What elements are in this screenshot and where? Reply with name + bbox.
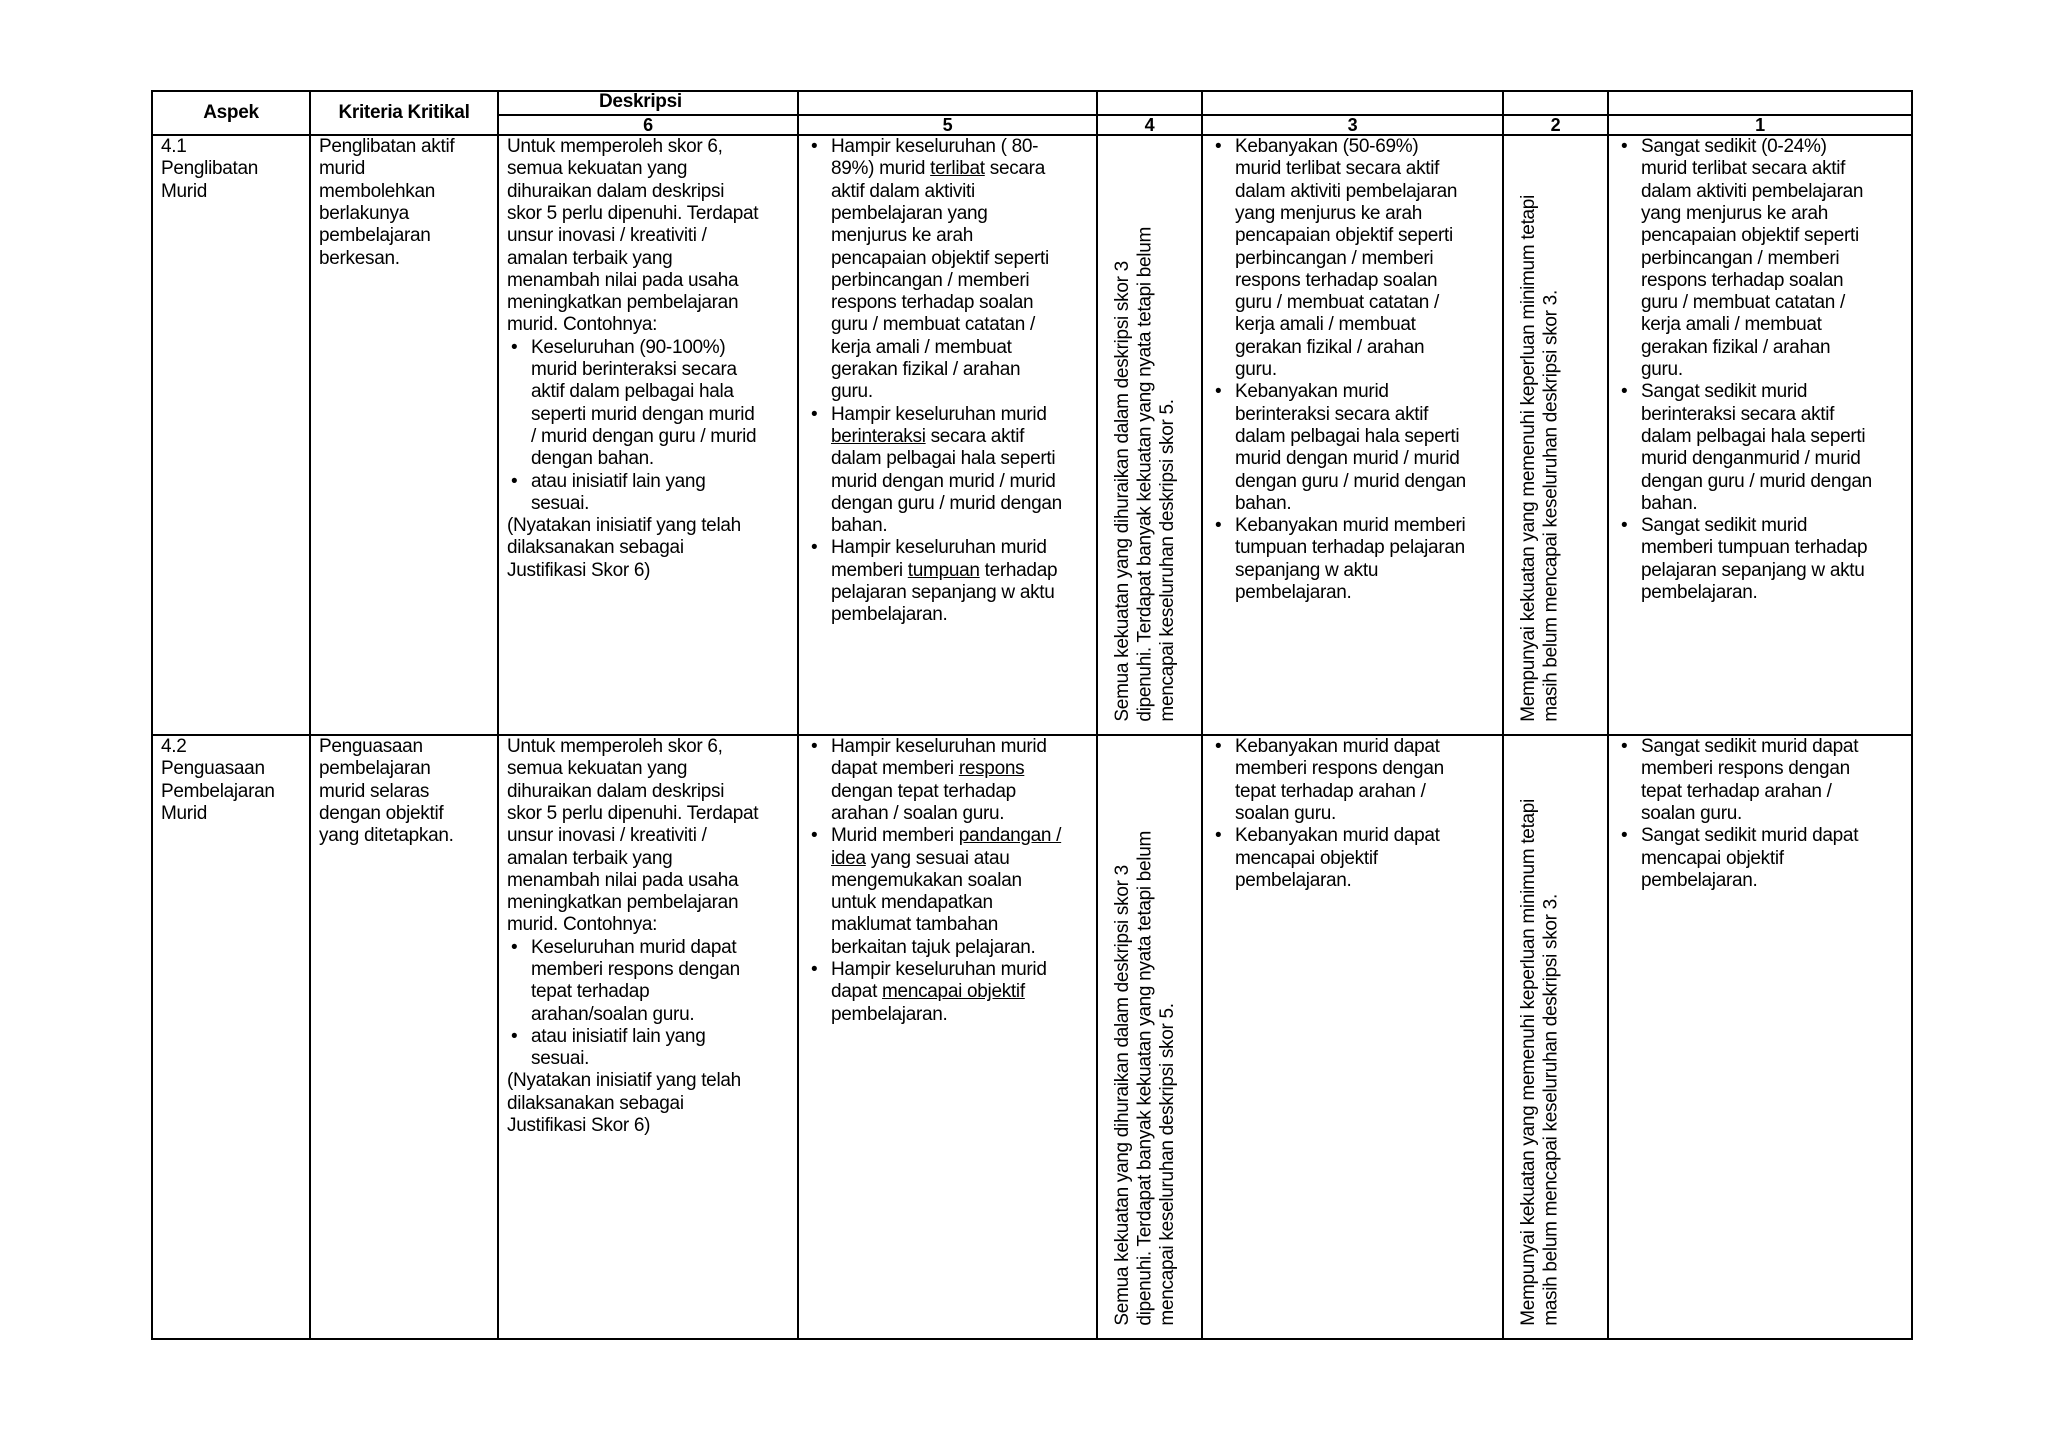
- kriteria-cell: [310, 135, 498, 735]
- aspek-text: [161, 136, 301, 203]
- text-line: dihuraikan dalam deskripsi: [507, 180, 725, 202]
- bullet-line: atau inisiatif lain yang: [531, 1025, 706, 1047]
- text-line: semua kekuatan yang: [507, 158, 688, 180]
- bullet-line: murid dengan murid / murid: [1235, 448, 1460, 470]
- bullet-line: dalam pelbagai hala seperti: [1235, 425, 1460, 447]
- bullet-line: Keseluruhan (90-100%): [531, 336, 726, 358]
- bullet-line: Murid memberi: [831, 825, 959, 847]
- bullet-line: guru / membuat catatan /: [1235, 292, 1440, 314]
- bullet-line: guru / membuat catatan /: [1641, 292, 1846, 314]
- score-3-header: 3: [1202, 115, 1503, 135]
- bullet-line: soalan guru.: [1235, 802, 1336, 824]
- header-blank: [1503, 91, 1608, 115]
- text-line: semua kekuatan yang: [507, 758, 688, 780]
- bullet-line: dalam aktiviti pembelajaran: [1641, 180, 1864, 202]
- score-3-cell: [1202, 135, 1503, 735]
- bullet-line: sepanjang w aktu: [1235, 559, 1379, 581]
- bullet-list: [1211, 136, 1494, 604]
- bullet-line: gerakan fizikal / arahan: [831, 359, 1021, 381]
- bullet-item: [1235, 136, 1494, 381]
- underlined-term: mencapai objektif: [882, 981, 1025, 1003]
- bullet-line: dengan bahan.: [531, 448, 654, 470]
- kriteria-cell: [310, 735, 498, 1339]
- bullet-line: pembelajaran.: [831, 1003, 948, 1025]
- text-line: skor 5 perlu dipenuhi. Terdapat: [507, 802, 759, 824]
- header-blank: [1202, 91, 1503, 115]
- text-line: skor 5 perlu dipenuhi. Terdapat: [507, 202, 759, 224]
- bullet-line: murid terlibat secara aktif: [1235, 158, 1440, 180]
- underlined-term: idea: [831, 847, 866, 869]
- bullet-list: [807, 736, 1088, 1026]
- score-4-cell: [1097, 735, 1202, 1339]
- bullet-line: Sangat sedikit murid: [1641, 515, 1808, 537]
- text-line: mencapai keseluruhan deskripsi skor 5.: [1157, 1003, 1178, 1326]
- bullet-line: tepat terhadap: [531, 981, 650, 1003]
- text-line: (Nyatakan inisiatif yang telah: [507, 1070, 741, 1092]
- bullet-line: Sangat sedikit murid: [1641, 381, 1808, 403]
- aspek-cell: [152, 735, 310, 1339]
- bullet-item: [531, 937, 789, 1026]
- bullet-list: [1617, 136, 1903, 604]
- score-6-header: 6: [498, 115, 798, 135]
- text-line: pembelajaran: [319, 225, 431, 247]
- text-line: Semua kekuatan yang dihuraikan dalam deskripsi skor 3: [1112, 261, 1133, 723]
- bullet-line: Sangat sedikit murid dapat: [1641, 736, 1859, 758]
- text-line: dipenuhi. Terdapat banyak kekuatan yang nyata tetapi belum: [1134, 227, 1156, 723]
- text-line: menambah nilai pada usaha: [507, 269, 739, 291]
- kriteria-text: [319, 736, 489, 847]
- bullet-line: pencapaian objektif seperti: [1641, 225, 1859, 247]
- bullet-item: [1641, 736, 1903, 825]
- text-line: amalan terbaik yang: [507, 247, 673, 269]
- score-3-cell: [1202, 735, 1503, 1339]
- bullet-line: Kebanyakan murid dapat: [1235, 825, 1440, 847]
- bullet-line: tepat terhadap arahan /: [1641, 780, 1832, 802]
- bullet-line: bahan.: [831, 515, 888, 537]
- bullet-line: Hampir keseluruhan murid: [831, 736, 1047, 758]
- score-5-cell: [798, 135, 1097, 735]
- score-6-intro: [507, 736, 789, 937]
- rubric-table: [151, 90, 1913, 1340]
- header-aspek: Aspek: [152, 91, 310, 135]
- score-6-intro: [507, 136, 789, 337]
- underlined-term: terlibat: [930, 158, 985, 180]
- bullet-line: sesuai.: [531, 492, 590, 514]
- text-line: dilaksanakan sebagai: [507, 1092, 684, 1114]
- bullet-list: [807, 136, 1088, 627]
- bullet-line: atau inisiatif lain yang: [531, 470, 706, 492]
- text-line: meningkatkan pembelajaran: [507, 892, 739, 914]
- bullet-line: murid dengan murid / murid: [831, 470, 1056, 492]
- bullet-line: guru.: [831, 381, 873, 403]
- text-line: 4.2: [161, 736, 187, 758]
- bullet-line: mengemukakan soalan: [831, 869, 1022, 891]
- bullet-line: Kebanyakan (50-69%): [1235, 136, 1419, 158]
- score-2-cell: [1503, 135, 1608, 735]
- bullet-line: respons terhadap soalan: [831, 292, 1034, 314]
- bullet-line: mencapai objektif: [1641, 847, 1784, 869]
- bullet-line: tumpuan terhadap pelajaran: [1235, 537, 1465, 559]
- bullet-line: pembelajaran.: [1641, 582, 1758, 603]
- bullet-item: [531, 471, 789, 516]
- text-line: Semua kekuatan yang dihuraikan dalam deskripsi skor 3: [1112, 865, 1133, 1326]
- bullet-line: guru.: [1641, 359, 1683, 381]
- score-4-header: 4: [1097, 115, 1202, 135]
- bullet-list: [507, 937, 789, 1071]
- text-line: murid selaras: [319, 780, 430, 802]
- vertical-description: [1518, 799, 1563, 1326]
- text-line: Murid: [161, 180, 208, 202]
- score-1-cell: [1608, 135, 1912, 735]
- bullet-line: 89%) murid: [831, 158, 931, 180]
- text-line: unsur inovasi / kreativiti /: [507, 825, 707, 847]
- text-line: Pembelajaran: [161, 780, 275, 802]
- bullet-list: [1617, 736, 1903, 892]
- bullet-line: memberi: [831, 559, 908, 581]
- bullet-line: aktif dalam aktiviti: [831, 180, 975, 202]
- bullet-line: respons terhadap soalan: [1235, 269, 1438, 291]
- bullet-line: Kebanyakan murid memberi: [1235, 515, 1466, 537]
- bullet-line: Sangat sedikit (0-24%): [1641, 136, 1827, 158]
- bullet-item: [531, 1026, 789, 1071]
- bullet-line: berinteraksi secara aktif: [1235, 403, 1429, 425]
- bullet-line: memberi respons dengan: [1641, 758, 1850, 780]
- bullet-line: murid terlibat secara aktif: [1641, 158, 1846, 180]
- score-2-header: 2: [1503, 115, 1608, 135]
- bullet-item: [1641, 381, 1903, 515]
- bullet-line: pelajaran sepanjang w aktu: [831, 582, 1055, 603]
- bullet-line: Hampir keseluruhan murid: [831, 537, 1047, 559]
- bullet-line: yang menjurus ke arah: [1641, 202, 1828, 224]
- text-line: berlakunya: [319, 202, 409, 224]
- bullet-item: [531, 337, 789, 471]
- bullet-line: arahan/soalan guru.: [531, 1003, 695, 1025]
- bullet-line: perbincangan / memberi: [1641, 247, 1840, 269]
- bullet-line: perbincangan / memberi: [831, 269, 1030, 291]
- bullet-list: [507, 337, 789, 515]
- text-line: yang ditetapkan.: [319, 825, 454, 847]
- vertical-description: [1518, 195, 1563, 722]
- text-line: dipenuhi. Terdapat banyak kekuatan yang nyata tetapi belum: [1134, 831, 1156, 1326]
- text-line: Mempunyai kekuatan yang memenuhi keperluan minimum tetapi: [1518, 799, 1539, 1326]
- bullet-line: berkaitan tajuk pelajaran.: [831, 936, 1036, 958]
- bullet-line: Hampir keseluruhan murid: [831, 403, 1047, 425]
- aspek-text: [161, 736, 301, 825]
- text-line: meningkatkan pembelajaran: [507, 292, 739, 314]
- bullet-line: Hampir keseluruhan murid: [831, 958, 1047, 980]
- bullet-line: bahan.: [1235, 492, 1292, 514]
- vertical-description: [1112, 227, 1180, 722]
- bullet-line: pencapaian objektif seperti: [1235, 225, 1453, 247]
- bullet-list: [1211, 736, 1494, 892]
- bullet-line: Kebanyakan murid: [1235, 381, 1389, 403]
- score-2-cell: [1503, 735, 1608, 1339]
- bullet-line: pembelajaran.: [1235, 582, 1352, 603]
- bullet-line: dengan guru / murid dengan: [831, 492, 1062, 514]
- bullet-line: secara aktif: [925, 425, 1025, 447]
- score-6-note: [507, 515, 789, 582]
- bullet-line: memberi respons dengan: [1235, 758, 1444, 780]
- bullet-line: soalan guru.: [1641, 802, 1742, 824]
- rubric-table-sheet: [151, 90, 1911, 1340]
- bullet-item: [1235, 515, 1494, 604]
- text-line: masih belum mencapai keseluruhan deskripsi skor 3.: [1540, 894, 1562, 1326]
- bullet-line: kerja amali / membuat: [1641, 314, 1822, 336]
- text-line: murid. Contohnya:: [507, 314, 658, 336]
- text-line: Justifikasi Skor 6): [507, 559, 651, 581]
- underlined-term: tumpuan: [907, 559, 980, 581]
- bullet-line: Sangat sedikit murid dapat: [1641, 825, 1859, 847]
- header-blank: [1608, 91, 1912, 115]
- rubric-row-4-2: [152, 735, 1912, 1339]
- bullet-line: yang sesuai atau: [865, 847, 1010, 869]
- text-line: dilaksanakan sebagai: [507, 537, 684, 559]
- header-kriteria: Kriteria Kritikal: [310, 91, 498, 135]
- bullet-line: perbincangan / memberi: [1235, 247, 1434, 269]
- bullet-line: Kebanyakan murid dapat: [1235, 736, 1440, 758]
- score-6-note: [507, 1070, 789, 1137]
- score-5-header: 5: [798, 115, 1097, 135]
- text-line: menambah nilai pada usaha: [507, 869, 739, 891]
- bullet-line: dengan guru / murid dengan: [1641, 470, 1872, 492]
- bullet-line: kerja amali / membuat: [1235, 314, 1416, 336]
- bullet-line: pembelajaran.: [1235, 869, 1352, 891]
- bullet-item: [831, 136, 1088, 404]
- bullet-line: dalam pelbagai hala seperti: [1641, 425, 1866, 447]
- header-deskripsi: Deskripsi: [498, 91, 798, 115]
- score-1-header: 1: [1608, 115, 1912, 135]
- score-5-cell: [798, 735, 1097, 1339]
- bullet-line: bahan.: [1641, 492, 1698, 514]
- bullet-item: [1235, 381, 1494, 515]
- bullet-line: dengan tepat terhadap: [831, 780, 1016, 802]
- header-blank: [1097, 91, 1202, 115]
- bullet-line: pembelajaran.: [1641, 869, 1758, 891]
- text-line: Penguasaan: [161, 758, 265, 780]
- bullet-line: memberi tumpuan terhadap: [1641, 537, 1868, 559]
- bullet-line: pembelajaran yang: [831, 202, 988, 224]
- underlined-term: berinteraksi: [831, 425, 926, 447]
- bullet-line: Keseluruhan murid dapat: [531, 936, 737, 958]
- text-line: pembelajaran: [319, 758, 431, 780]
- text-line: unsur inovasi / kreativiti /: [507, 225, 707, 247]
- bullet-line: pelajaran sepanjang w aktu: [1641, 559, 1865, 581]
- bullet-line: dalam pelbagai hala seperti: [831, 448, 1056, 470]
- bullet-line: dengan guru / murid dengan: [1235, 470, 1466, 492]
- bullet-line: arahan / soalan guru.: [831, 802, 1005, 824]
- bullet-line: berinteraksi secara aktif: [1641, 403, 1835, 425]
- text-line: Untuk memperoleh skor 6,: [507, 136, 723, 158]
- text-line: Penguasaan: [319, 736, 423, 758]
- bullet-line: dalam aktiviti pembelajaran: [1235, 180, 1458, 202]
- bullet-line: yang menjurus ke arah: [1235, 202, 1422, 224]
- bullet-item: [831, 959, 1088, 1026]
- underlined-term: respons: [958, 758, 1025, 780]
- score-1-cell: [1608, 735, 1912, 1339]
- bullet-line: kerja amali / membuat: [831, 336, 1012, 358]
- bullet-line: memberi respons dengan: [531, 958, 740, 980]
- text-line: dengan objektif: [319, 802, 444, 824]
- bullet-item: [831, 537, 1088, 626]
- text-line: dihuraikan dalam deskripsi: [507, 780, 725, 802]
- bullet-line: / murid dengan guru / murid: [531, 425, 757, 447]
- vertical-description: [1112, 831, 1180, 1326]
- aspek-cell: [152, 135, 310, 735]
- text-line: Penglibatan aktif: [319, 136, 455, 158]
- bullet-line: murid denganmurid / murid: [1641, 448, 1861, 470]
- score-4-cell: [1097, 135, 1202, 735]
- bullet-line: dapat: [831, 981, 883, 1003]
- bullet-line: Hampir keseluruhan ( 80-: [831, 136, 1039, 158]
- header-row-1: [152, 91, 1912, 115]
- bullet-line: terhadap: [979, 559, 1058, 581]
- text-line: masih belum mencapai keseluruhan deskripsi skor 3.: [1540, 290, 1562, 723]
- bullet-line: respons terhadap soalan: [1641, 269, 1844, 291]
- bullet-item: [1641, 515, 1903, 604]
- bullet-item: [1235, 825, 1494, 892]
- bullet-item: [1641, 136, 1903, 381]
- text-line: berkesan.: [319, 247, 400, 269]
- bullet-line: guru / membuat catatan /: [831, 314, 1036, 336]
- bullet-item: [831, 825, 1088, 959]
- bullet-line: gerakan fizikal / arahan: [1235, 336, 1425, 358]
- bullet-line: mencapai objektif: [1235, 847, 1378, 869]
- bullet-line: gerakan fizikal / arahan: [1641, 336, 1831, 358]
- text-line: Murid: [161, 802, 208, 824]
- header-blank: [798, 91, 1097, 115]
- text-line: mencapai keseluruhan deskripsi skor 5.: [1157, 399, 1178, 723]
- score-6-cell: [498, 135, 798, 735]
- bullet-line: maklumat tambahan: [831, 914, 999, 936]
- text-line: membolehkan: [319, 180, 436, 202]
- text-line: Untuk memperoleh skor 6,: [507, 736, 723, 758]
- text-line: amalan terbaik yang: [507, 847, 673, 869]
- text-line: (Nyatakan inisiatif yang telah: [507, 515, 741, 537]
- text-line: murid. Contohnya:: [507, 914, 658, 936]
- bullet-line: aktif dalam pelbagai hala: [531, 381, 734, 403]
- bullet-line: dapat memberi: [831, 758, 959, 780]
- bullet-line: secara: [984, 158, 1045, 180]
- bullet-line: untuk mendapatkan: [831, 892, 993, 914]
- rubric-row-4-1: [152, 135, 1912, 735]
- bullet-line: tepat terhadap arahan /: [1235, 780, 1426, 802]
- underlined-term: pandangan /: [958, 825, 1062, 847]
- bullet-item: [831, 404, 1088, 538]
- bullet-line: seperti murid dengan murid: [531, 403, 755, 425]
- text-line: murid: [319, 158, 366, 180]
- score-6-cell: [498, 735, 798, 1339]
- bullet-item: [1641, 825, 1903, 892]
- kriteria-text: [319, 136, 489, 270]
- bullet-line: sesuai.: [531, 1048, 590, 1070]
- bullet-line: pencapaian objektif seperti: [831, 247, 1049, 269]
- bullet-line: murid berinteraksi secara: [531, 359, 737, 381]
- bullet-line: guru.: [1235, 359, 1277, 381]
- bullet-item: [1235, 736, 1494, 825]
- text-line: Justifikasi Skor 6): [507, 1115, 651, 1137]
- text-line: Penglibatan: [161, 158, 259, 180]
- bullet-line: menjurus ke arah: [831, 225, 973, 247]
- text-line: Mempunyai kekuatan yang memenuhi keperluan minimum tetapi: [1518, 195, 1539, 723]
- bullet-line: pembelajaran.: [831, 604, 948, 626]
- text-line: 4.1: [161, 136, 187, 158]
- bullet-item: [831, 736, 1088, 825]
